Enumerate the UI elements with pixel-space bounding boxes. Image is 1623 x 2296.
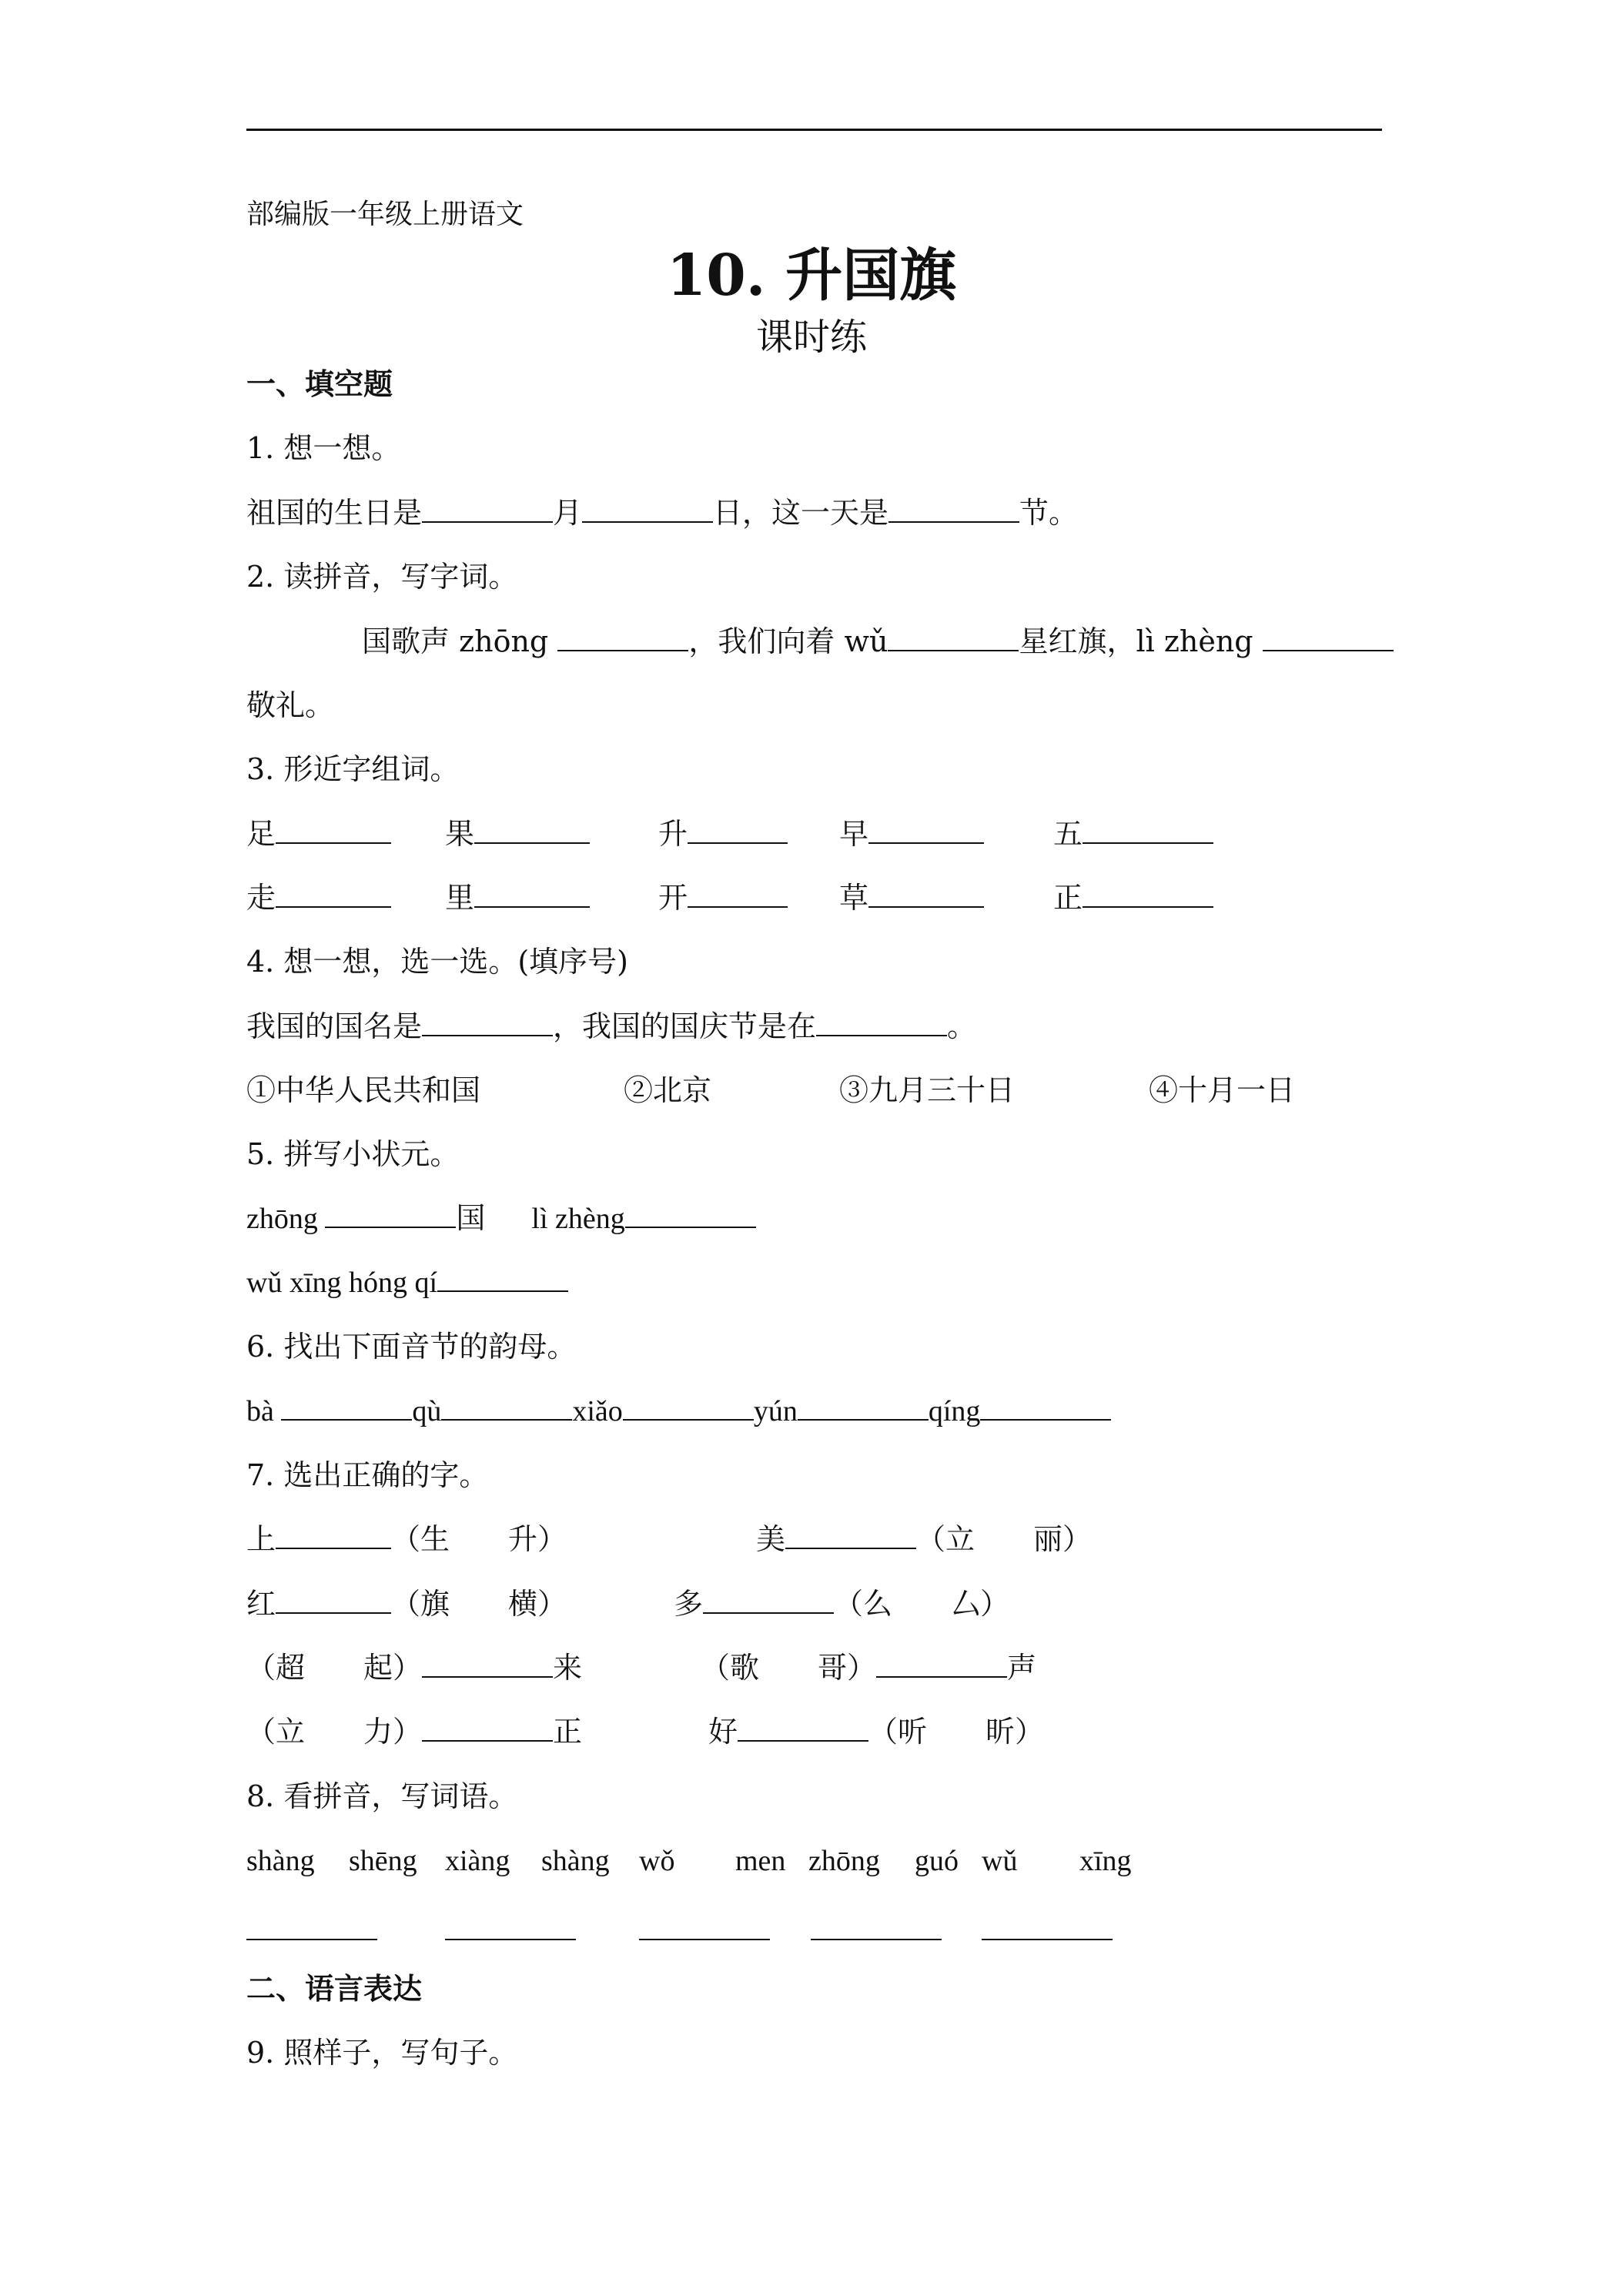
- option-1: ①中华人民共和国: [246, 1073, 481, 1107]
- answer-blank[interactable]: [437, 1261, 568, 1292]
- q7-char: 上: [246, 1522, 276, 1556]
- option-4: ④十月一日: [1149, 1073, 1296, 1107]
- q7-choices: （立 力）: [246, 1715, 423, 1749]
- q1-text-1: 祖国的生日是: [246, 496, 423, 530]
- answer-blank[interactable]: [688, 813, 788, 844]
- q5-pinyin-2: lì zhèng: [531, 1203, 625, 1235]
- answer-blank[interactable]: [982, 1909, 1113, 1940]
- answer-blank[interactable]: [1083, 813, 1213, 844]
- answer-blank[interactable]: [798, 1390, 929, 1421]
- question-9-title: 9. 照样子，写句子。: [246, 2036, 518, 2070]
- syllable: qíng: [928, 1395, 981, 1427]
- q7-char: 正: [553, 1715, 583, 1749]
- answer-blank[interactable]: [441, 1390, 572, 1421]
- option-3: ③九月三十日: [839, 1073, 1016, 1107]
- q3-char: 正: [1053, 881, 1083, 915]
- answer-blank[interactable]: [474, 813, 590, 844]
- section-heading-expression: 二、语言表达: [246, 1971, 423, 2006]
- answer-blank[interactable]: [639, 1909, 770, 1940]
- pinyin: xīng: [1079, 1845, 1132, 1877]
- question-5-title: 5. 拼写小状元。: [246, 1137, 460, 1171]
- lesson-subtitle: 课时练: [755, 316, 867, 359]
- q7-choices: （歌 哥）: [701, 1651, 877, 1685]
- question-4-title: 4. 想一想，选一选。(填序号): [246, 945, 628, 979]
- answer-blank[interactable]: [276, 813, 391, 844]
- syllable: bà: [246, 1395, 274, 1427]
- q7-char: 来: [553, 1651, 583, 1685]
- q2-text-2: ，我们向着 wǔ: [688, 624, 888, 658]
- answer-blank[interactable]: [276, 1518, 391, 1549]
- answer-blank[interactable]: [1263, 621, 1394, 651]
- question-7-title: 7. 选出正确的字。: [246, 1458, 489, 1492]
- answer-blank[interactable]: [1083, 877, 1213, 908]
- q2-text-1: 国歌声 zhōng: [362, 624, 549, 658]
- q3-char: 升: [658, 817, 688, 851]
- answer-blank[interactable]: [785, 1518, 916, 1549]
- q4-text-1: 我国的国名是: [246, 1009, 423, 1043]
- q5-pinyin-3: wǔ xīng hóng qí: [246, 1267, 438, 1299]
- question-2-line: [362, 619, 1394, 664]
- answer-blank[interactable]: [281, 1390, 412, 1421]
- option-2: ②北京: [624, 1073, 712, 1107]
- answer-blank[interactable]: [625, 1197, 756, 1228]
- answer-blank[interactable]: [888, 492, 1019, 523]
- q7-choices: （立 丽）: [916, 1522, 1093, 1556]
- q1-text-3: 日，这一天是: [713, 496, 889, 530]
- question-2-line-end: 敬礼。: [246, 688, 335, 722]
- answer-blank[interactable]: [422, 1006, 553, 1036]
- lesson-title: 10. 升国旗: [666, 243, 957, 309]
- q1-text-2: 月: [553, 496, 583, 530]
- q3-char: 早: [839, 817, 869, 851]
- answer-blank[interactable]: [876, 1647, 1007, 1678]
- pinyin: men: [735, 1845, 786, 1877]
- answer-blank[interactable]: [623, 1390, 754, 1421]
- header-rule: [246, 129, 1382, 131]
- answer-blank[interactable]: [474, 877, 590, 908]
- q7-char: 多: [674, 1587, 704, 1621]
- answer-blank[interactable]: [688, 877, 788, 908]
- q3-char: 五: [1053, 817, 1083, 851]
- q3-char: 足: [246, 817, 276, 851]
- answer-blank[interactable]: [888, 621, 1019, 651]
- question-1-line: [246, 490, 1078, 535]
- q3-char: 草: [839, 881, 869, 915]
- pinyin: wǔ: [982, 1845, 1018, 1877]
- pinyin: shàng: [541, 1845, 610, 1877]
- q3-char: 走: [246, 881, 276, 915]
- answer-blank[interactable]: [868, 813, 984, 844]
- answer-blank[interactable]: [703, 1583, 834, 1614]
- q7-char: 美: [756, 1522, 786, 1556]
- q1-text-4: 节。: [1019, 496, 1079, 530]
- pinyin: xiàng: [445, 1845, 510, 1877]
- pinyin: guó: [915, 1845, 959, 1877]
- pinyin: shàng: [246, 1845, 315, 1877]
- answer-blank[interactable]: [276, 877, 391, 908]
- q4-text-2: ，我国的国庆节是在: [553, 1009, 817, 1043]
- question-5-line-1: [246, 1197, 756, 1241]
- q7-choices: （么 厶）: [834, 1587, 1010, 1621]
- answer-blank[interactable]: [276, 1583, 391, 1614]
- answer-blank[interactable]: [557, 621, 688, 651]
- answer-blank[interactable]: [816, 1006, 947, 1036]
- syllable: xiǎo: [572, 1395, 623, 1427]
- question-6-title: 6. 找出下面音节的韵母。: [246, 1330, 577, 1364]
- q7-choices: （生 升）: [391, 1522, 567, 1556]
- q5-char: 国: [456, 1203, 486, 1235]
- answer-blank[interactable]: [422, 1711, 553, 1742]
- answer-blank[interactable]: [868, 877, 984, 908]
- q7-choices: （旗 横）: [391, 1587, 567, 1621]
- question-3-title: 3. 形近字组词。: [246, 752, 460, 786]
- pinyin: zhōng: [808, 1845, 880, 1877]
- question-5-line-2: [246, 1260, 568, 1305]
- answer-blank[interactable]: [325, 1197, 456, 1228]
- answer-blank[interactable]: [738, 1711, 868, 1742]
- q2-text-3: 星红旗，lì zhèng: [1019, 624, 1253, 658]
- section-heading-fill-in: 一、填空题: [246, 366, 393, 401]
- answer-blank[interactable]: [246, 1909, 377, 1940]
- pinyin: wǒ: [639, 1845, 675, 1877]
- q5-pinyin-1: zhōng: [246, 1203, 318, 1235]
- syllable: yún: [753, 1395, 798, 1427]
- question-1-title: 1. 想一想。: [246, 431, 401, 465]
- header-label: 部编版一年级上册语文: [246, 199, 524, 230]
- question-2-title: 2. 读拼音，写字词。: [246, 560, 518, 594]
- answer-blank[interactable]: [811, 1909, 942, 1940]
- q3-char: 果: [445, 817, 475, 851]
- answer-blank[interactable]: [582, 492, 713, 523]
- question-8-blanks: [246, 1902, 1247, 1946]
- answer-blank[interactable]: [422, 1647, 553, 1678]
- question-8-title: 8. 看拼音，写词语。: [246, 1779, 518, 1813]
- q7-char: 声: [1007, 1651, 1037, 1685]
- q3-char: 开: [658, 881, 688, 915]
- q7-char: 好: [708, 1715, 738, 1749]
- pinyin: shēng: [349, 1845, 417, 1877]
- question-6-line: [246, 1389, 1111, 1434]
- question-4-line: [246, 1004, 976, 1049]
- q7-char: 红: [246, 1587, 276, 1621]
- q3-char: 里: [445, 881, 475, 915]
- q7-choices: （听 昕）: [868, 1715, 1045, 1749]
- answer-blank[interactable]: [422, 492, 553, 523]
- q4-text-3: 。: [947, 1009, 977, 1043]
- syllable: qù: [412, 1395, 442, 1427]
- q7-choices: （超 起）: [246, 1651, 423, 1685]
- answer-blank[interactable]: [980, 1390, 1111, 1421]
- answer-blank[interactable]: [445, 1909, 576, 1940]
